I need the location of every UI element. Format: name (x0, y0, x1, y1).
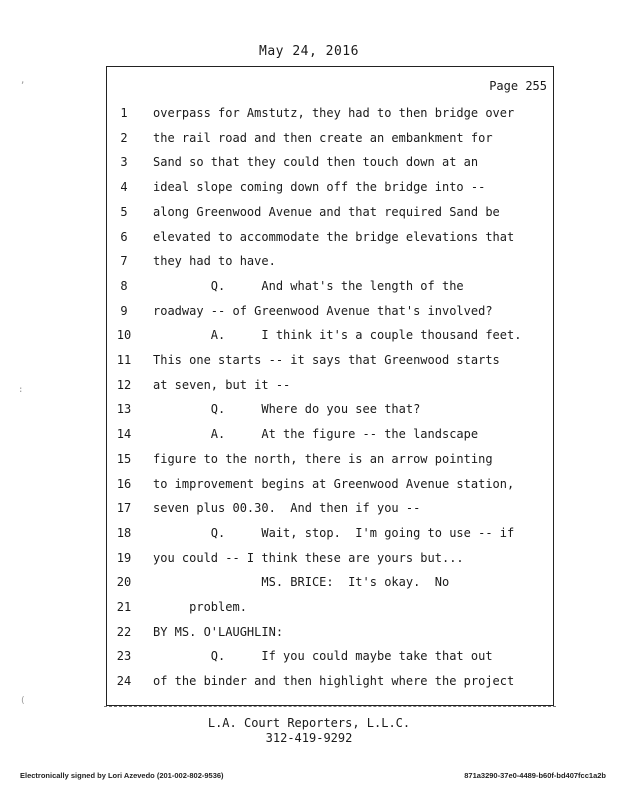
esignature-text: Electronically signed by Lori Azevedo (201-002-802-9536) (20, 771, 224, 780)
transcript-line (107, 501, 555, 519)
transcript-line (107, 353, 555, 371)
line-text: A. I think it's a couple thousand feet. (153, 328, 522, 343)
line-text: problem. (153, 600, 247, 614)
line-text: overpass for Amstutz, they had to then bridge over (153, 106, 515, 120)
line-text: Sand so that they could then touch down at an (153, 155, 479, 170)
transcript-line (107, 304, 555, 322)
transcript-line (107, 279, 555, 297)
line-number: 20 (116, 575, 132, 590)
transcript-line (107, 254, 555, 272)
line-number: 5 (120, 204, 128, 219)
transcript-line (107, 649, 555, 667)
transcript-line (107, 600, 555, 618)
scan-mark: , (20, 76, 26, 86)
transcript-line (107, 205, 555, 223)
scan-mark: : (18, 385, 24, 395)
line-text: elevated to accommodate the bridge elevations that (153, 229, 515, 244)
line-text: Q. If you could maybe take that out (153, 649, 493, 664)
line-number: 6 (120, 229, 128, 244)
line-text: figure to the north, there is an arrow pointing (153, 451, 493, 466)
transcript-line (107, 106, 555, 124)
line-text: seven plus 00.30. And then if you -- (153, 501, 421, 516)
line-text: of the binder and then highlight where the project (153, 674, 515, 689)
transcript-line (107, 378, 555, 396)
line-number: 17 (116, 501, 132, 516)
page-number: Page 255 (489, 79, 547, 93)
frame-shadow (104, 704, 556, 707)
line-number: 8 (120, 278, 128, 293)
transcript-line (107, 674, 555, 692)
line-number: 9 (120, 303, 128, 318)
transcript-line (107, 477, 555, 495)
line-text: at seven, but it -- (153, 377, 291, 392)
line-number: 19 (116, 550, 132, 565)
line-number: 3 (120, 155, 128, 170)
line-text: to improvement begins at Greenwood Avenue station, (153, 476, 515, 491)
line-number: 10 (116, 328, 132, 343)
transcript-line (107, 328, 555, 346)
line-number: 12 (116, 377, 132, 392)
line-text: ideal slope coming down off the bridge into -- (153, 180, 486, 195)
line-number: 14 (116, 427, 132, 442)
reporter-company: L.A. Court Reporters, L.L.C. (207, 716, 411, 730)
line-text: roadway -- of Greenwood Avenue that's involved? (153, 303, 493, 318)
line-number: 18 (116, 525, 132, 540)
line-text: BY MS. O'LAUGHLIN: (153, 624, 284, 639)
line-number: 13 (116, 402, 132, 417)
transcript-line (107, 551, 555, 569)
line-text: the rail road and then create an embankment for (153, 130, 493, 145)
transcript-line (107, 452, 555, 470)
transcript-line (107, 575, 555, 593)
line-number: 15 (116, 451, 132, 466)
line-number: 24 (116, 674, 132, 689)
document-id: 871a3290-37e0-4489-b60f-bd407fcc1a2b (464, 771, 606, 780)
scan-mark: ( (20, 696, 26, 706)
transcript-line (107, 526, 555, 544)
line-text: they had to have. (153, 254, 276, 269)
line-text: Q. Wait, stop. I'm going to use -- if (153, 525, 515, 540)
line-text: Q. And what's the length of the (153, 278, 464, 293)
line-number: 1 (120, 106, 128, 120)
reporter-phone: 312-419-9292 (265, 731, 353, 745)
transcript-line (107, 427, 555, 445)
line-text: you could -- I think these are yours but... (153, 550, 464, 565)
transcript-line (107, 131, 555, 149)
transcript-date: May 24, 2016 (259, 44, 359, 59)
line-text: along Greenwood Avenue and that required Sand be (153, 204, 500, 219)
line-number: 21 (116, 600, 132, 614)
transcript-line (107, 180, 555, 198)
transcript-line (107, 625, 555, 643)
line-number: 7 (120, 254, 128, 269)
line-text: A. At the figure -- the landscape (153, 427, 479, 442)
transcript-line (107, 155, 555, 173)
line-number: 11 (116, 353, 132, 367)
line-number: 22 (116, 624, 132, 639)
line-number: 16 (116, 476, 132, 491)
line-text: Q. Where do you see that? (153, 402, 421, 417)
line-text: This one starts -- it says that Greenwood starts (153, 353, 500, 367)
line-number: 23 (116, 649, 132, 664)
line-number: 2 (120, 130, 128, 145)
transcript-line (107, 402, 555, 420)
transcript-page-frame (106, 66, 554, 706)
line-number: 4 (120, 180, 128, 195)
transcript-line (107, 230, 555, 248)
line-text: MS. BRICE: It's okay. No (153, 575, 450, 590)
